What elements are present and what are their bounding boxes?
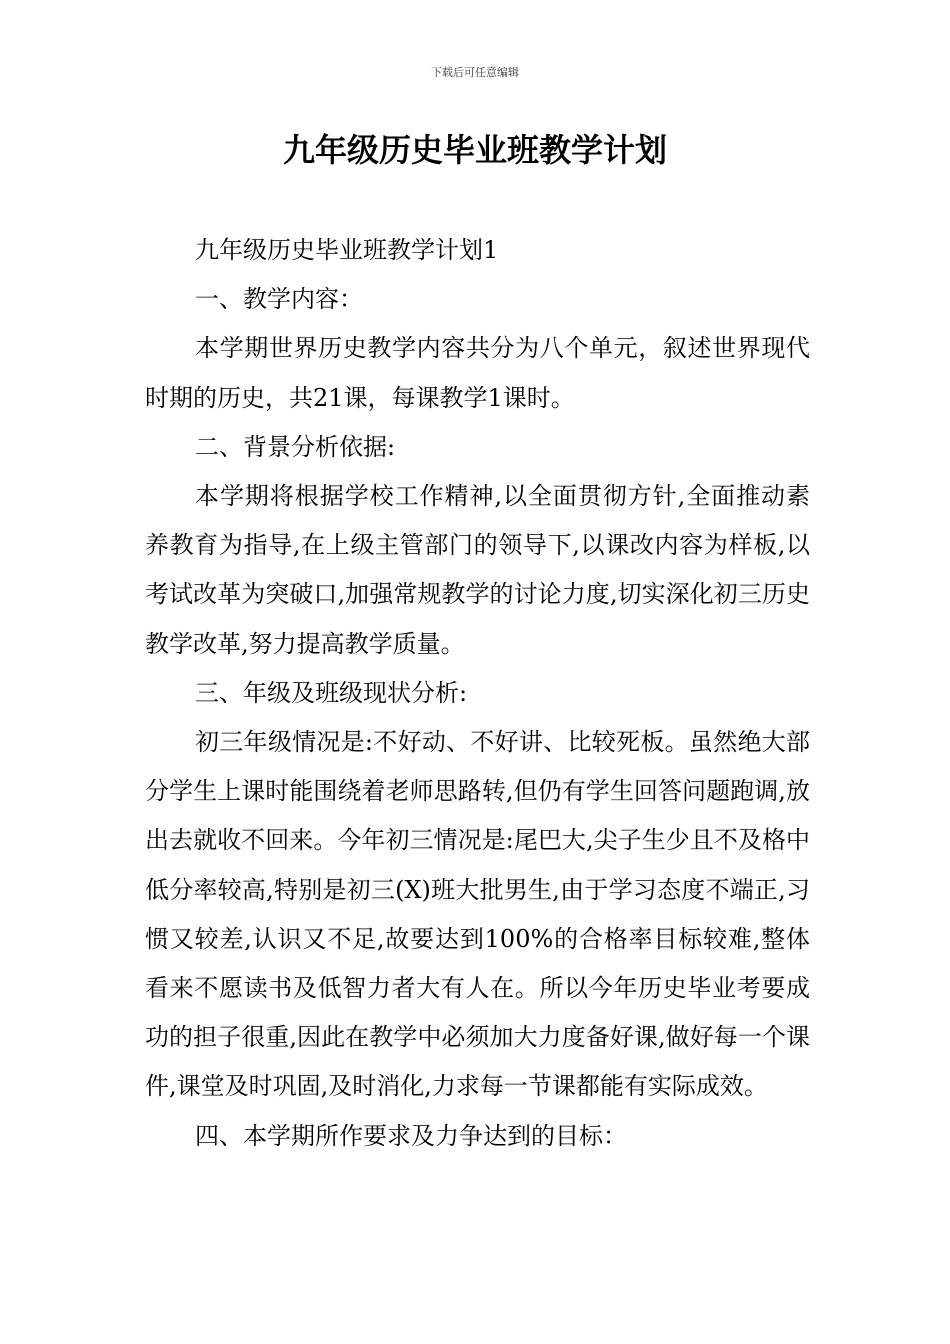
- paragraph-teaching-content: 本学期世界历史教学内容共分为八个单元，叙述世界现代时期的历史，共21课，每课教学1课时。: [145, 334, 810, 412]
- document-body: [145, 226, 810, 1161]
- heading-class-status: 三、年级及班级现状分析:: [195, 678, 468, 707]
- header-note: 下载后可任意编辑: [431, 66, 519, 79]
- document-title: 九年级历史毕业班教学计划: [282, 131, 667, 169]
- paragraph-background-analysis: 本学期将根据学校工作精神,以全面贯彻方针,全面推动素养教育为指导,在上级主管部门的领导下,以课改内容为样板,以考试改革为突破口,加强常规教学的讨论力度,切实深化初三历史教学改革,努力提高教学质量。: [145, 482, 810, 658]
- heading-background-analysis: 二、背景分析依据:: [195, 432, 396, 461]
- heading-semester-goals: 四、本学期所作要求及力争达到的目标：: [195, 1121, 627, 1150]
- heading-teaching-content: 一、教学内容：: [195, 285, 363, 314]
- section-subtitle: 九年级历史毕业班教学计划1: [195, 236, 499, 264]
- paragraph-class-status: 初三年级情况是:不好动、不好讲、比较死板。虽然绝大部分学生上课时能围绕着老师思路转,但仍有学生回答问题跑调,放出去就收不回来。今年初三情况是:尾巴大,尖子生少且不及格中低分率较高,特别是初三(X)班大批男生,由于学习态度不端正,习惯又较差,认识又不足,故要达到100%的合格率目标较难,整体看来不愿读书及低智力者大有人在。所以今年历史毕业考要成功的担子很重,因此在教学中必须加大力度备好课,做好每一个课件,课堂及时巩固,及时消化,力求每一节课都能有实际成效。: [145, 728, 810, 1101]
